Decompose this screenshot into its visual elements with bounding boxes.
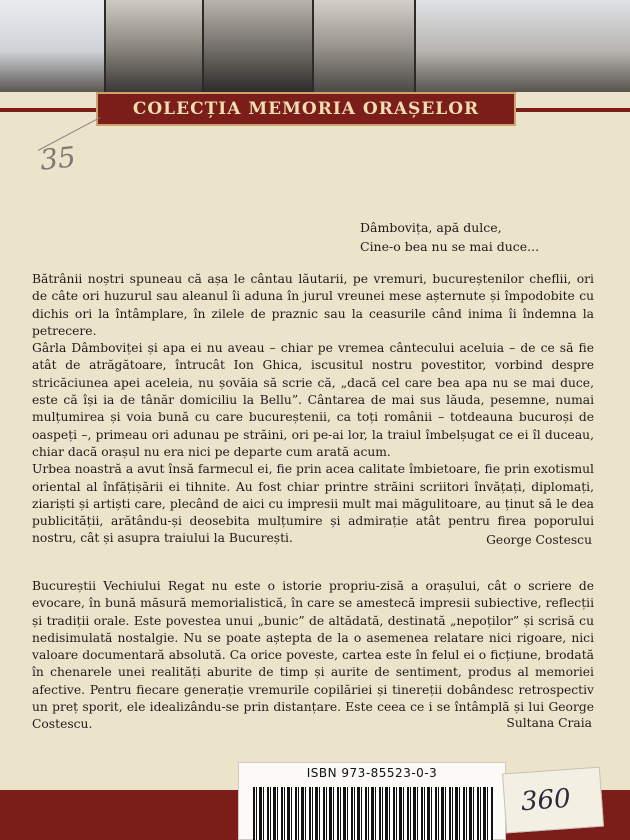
photo-street bbox=[106, 0, 202, 92]
excerpt-costescu bbox=[32, 271, 594, 548]
paragraph: Urbea noastră a avut însă farmecul ei, fie prin acea calitate îmbietoare, fie prin exotismul oriental al înfățișării ei tihnite. Au fost chiar printre străini scriitori învățați, diplomați, ziariști și artiști care, plecând de aici cu impresii mult mai măgulitoare, au ținut să le dea publicității, arătându-și deosebita mulțumire și admirație atât pentru firea poporului nostru, cât și asupra traiului la București. bbox=[32, 462, 594, 546]
isbn-label: ISBN 973-85523-0-3 bbox=[306, 766, 438, 780]
photo-cathedral bbox=[0, 0, 104, 92]
photo-strip bbox=[0, 0, 630, 92]
photo-square bbox=[416, 0, 630, 92]
verse-epigraph bbox=[360, 218, 600, 256]
photo-buildings bbox=[204, 0, 312, 92]
verse-line: Cine-o bea nu se mai duce... bbox=[360, 239, 540, 254]
author-signature: George Costescu bbox=[486, 533, 592, 547]
paragraph: Bucureștii Vechiului Regat nu este o istorie propriu-zisă a orașului, cât o scriere de evocare, în bună măsură memorialistică, în care se amestecă impresii subiective, reflecții și tradiții orale. Este povestea unui „bunic” de altădată, destinată „nepoților” și scrisă cu nedisimulată nostalgie. Nu se poate aștepta de la o asemenea relatare nici rigoare, nici valoare documentară absolută. Ca orice poveste, cartea este în felul ei o ficțiune, brodată în chenarele unei realități aburite de timp și aurite de sentiment, produs al memoriei afective. Pentru fiecare generație vremurile copilăriei și tinereții dobândesc retrospectiv un preț sporit, ele idealizându-se prin distanțare. Este ceea ce i se întâmplă și lui George Costescu. bbox=[32, 579, 594, 732]
price-value: 360 bbox=[520, 783, 572, 818]
barcode bbox=[253, 787, 493, 840]
photo-officer bbox=[314, 0, 414, 92]
verse-line: Dâmbovița, apă dulce, bbox=[360, 220, 502, 235]
handwritten-mark: 35 bbox=[38, 140, 78, 177]
author-signature: Sultana Craia bbox=[506, 716, 592, 730]
paragraph: Bătrânii noștri spuneau că așa le cântau lăutarii, pe vremuri, bucureștenilor cheflii, ori de câte ori huzurul sau aleanul îi aduna în jurul vreunei mese așternute și împodobite cu dichis ori la întâmplare, în zilele de praznic sau la ceasurile când inima îi îndemna la petrecere. bbox=[32, 272, 594, 338]
series-title: COLECȚIA MEMORIA ORAȘELOR bbox=[132, 99, 480, 119]
paragraph: Gârla Dâmboviței și apa ei nu aveau – chiar pe vremea cântecului aceluia – de ce să fie atât de atrăgătoare, întrucât Ion Ghica, iscusitul nostru povestitor, vorbind despre stricăciunea apei aceleia, nu șovăia să scrie că, „dacă cel care bea apa nu se mai duce, este că își ia de tânăr domiciliu la Bellu”. Cântarea de mai sus lăuda, pesemne, numai mulțumirea și voia bună cu care bucureștenii, ca toți românii – totdeauna bucuroși de oaspeți –, primeau ori adunau pe străini, ori pe-ai lor, la traiul îmbelșugat ce ei îl duceau, chiar dacă orașul nu era nici pe departe cum arată acum. bbox=[32, 341, 594, 459]
series-title-bar bbox=[96, 92, 516, 126]
price-sticker bbox=[502, 767, 604, 834]
excerpt-craia bbox=[32, 578, 594, 734]
isbn-barcode-box bbox=[238, 762, 506, 840]
